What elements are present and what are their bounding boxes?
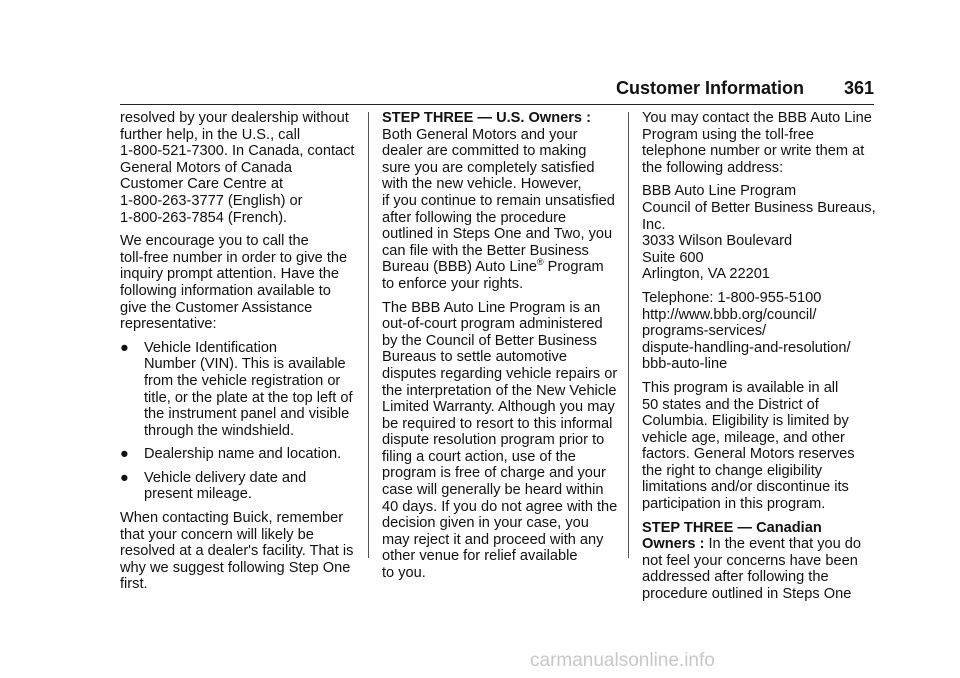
paragraph-text: In the event that you do not feel your concerns have been addressed after following the procedure outlined in Steps One xyxy=(642,536,862,603)
list-item-text: Vehicle Identification Number (VIN). This is available from the vehicle registration or title, or the plate at the top left of the instrument panel and visible through the windshield. xyxy=(144,339,353,439)
bullet-icon: ● xyxy=(120,446,129,463)
column-2 xyxy=(382,110,622,589)
column-divider-1 xyxy=(368,112,369,558)
section-title: Customer Information xyxy=(615,78,804,98)
paragraph: You may contact the BBB Auto Line Program using the toll-free telephone number or write them at the following address: xyxy=(642,110,872,176)
header-rule xyxy=(120,104,874,105)
paragraph: resolved by your dealership without further help, in the U.S., call 1-800-521-7300. In Canada, contact General Motors of Canada Customer Care Centre at 1-800-263-3777 (English) or 1-800-263-7854 (French). xyxy=(120,110,355,226)
step-heading: STEP THREE — Canadian Owners : xyxy=(642,519,822,553)
step-heading: STEP THREE — U.S. Owners : xyxy=(382,110,591,126)
list-item xyxy=(120,340,364,440)
contact-block: Telephone: 1-800-955-5100 http://www.bbb.org/council/ programs-services/ dispute-handling-and-resolution/ bbb-auto-line xyxy=(642,289,851,373)
paragraph-text: Program to enforce your rights. xyxy=(382,259,604,292)
registered-mark: ® xyxy=(536,257,544,268)
paragraph: When contacting Buick, remember that your concern will likely be resolved at a dealer's facility. That is why we suggest following Step One first. xyxy=(120,510,354,593)
column-1 xyxy=(120,110,364,600)
list-item xyxy=(120,446,364,463)
page-number: 361 xyxy=(843,78,874,98)
page-header xyxy=(0,78,874,102)
watermark: carmanualsonline.info xyxy=(530,650,715,671)
address-block: BBB Auto Line Program Council of Better Business Bureaus, Inc. 3033 Wilson Boulevard Suite 600 Arlington, VA 22201 xyxy=(642,183,876,283)
column-divider-2 xyxy=(628,112,629,558)
column-3 xyxy=(642,110,882,610)
paragraph: We encourage you to call the toll-free number in order to give the inquiry prompt attention. Have the following information available to give the Customer Assistance representative: xyxy=(120,233,348,333)
bullet-icon: ● xyxy=(120,339,129,356)
list-item xyxy=(120,470,364,503)
list-item-text: Vehicle delivery date and present mileage. xyxy=(144,469,307,503)
list-item-text: Dealership name and location. xyxy=(144,446,342,463)
paragraph: The BBB Auto Line Program is an out-of-court program administered by the Council of Better Business Bureaus to settle automotive disputes regarding vehicle repairs or the interpretation of the New Vehicle Limited Warranty. Although you may be required to resort to this informal dispute resolution program prior to filing a court action, use of the program is free of charge and your case will generally be heard within 40 days. If you do not agree with the decision given in your case, you may reject it and proceed with any other venue for relief available to you. xyxy=(382,299,618,582)
paragraph-text: Both General Motors and your dealer are committed to making sure you are completely satisfied with the new vehicle. However, if you continue to remain unsatisfied after following the procedure outlined in Steps One and Two, you can file with the Better Business Bureau (BBB) Auto Line xyxy=(382,126,615,276)
paragraph xyxy=(382,110,622,293)
paragraph xyxy=(642,520,882,603)
bullet-icon: ● xyxy=(120,469,129,486)
paragraph: This program is available in all 50 states and the District of Columbia. Eligibility is limited by vehicle age, mileage, and other factors. General Motors reserves the right to change eligibility limitations and/or discontinue its participation in this program. xyxy=(642,379,855,513)
